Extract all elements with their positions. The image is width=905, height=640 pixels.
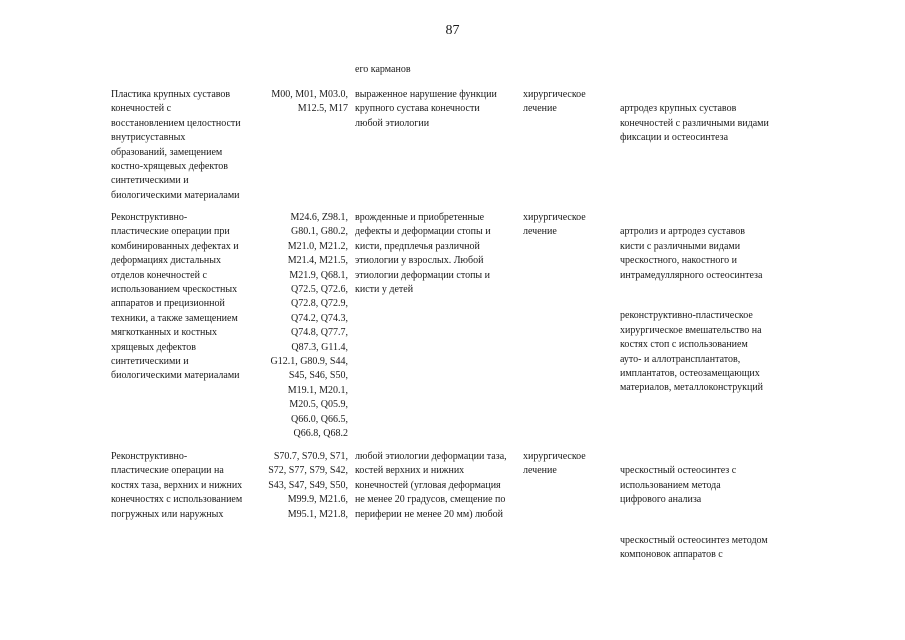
row-3-method-2: чрескостный остеосинтез методом компоновок аппаратов с xyxy=(620,535,768,561)
row-3-method-1: чрескостный остеосинтез с использованием метода цифрового анализа xyxy=(620,465,737,506)
continued-text: его карманов xyxy=(355,64,411,75)
row-3-treatment: хирургическое лечение xyxy=(523,451,586,477)
row-3-codes: S70.7, S70.9, S71, S72, S77, S79, S42, S43, S47, S49, S50, M99.9, M21.6, M95.1, M21.8, xyxy=(268,451,348,520)
row-1-methods xyxy=(620,88,792,160)
row-2-methods xyxy=(620,211,792,410)
row-1-treatment: хирургическое лечение xyxy=(523,89,586,115)
row-2-treatment: хирургическое лечение xyxy=(523,212,586,238)
row-1-method-1: артродез крупных суставов конечностей с различными видами фиксации и остеосинтеза xyxy=(620,103,769,144)
row-1-procedure: Пластика крупных суставов конечностей с восстановлением целостности внутрисуставных образований, замещением костно-хрящевых дефектов синтетическими и биологическими материалами xyxy=(111,89,241,201)
row-2-codes: M24.6, Z98.1, G80.1, G80.2, M21.0, M21.2, M21.4, M21.5, M21.9, Q68.1, Q72.5, Q72.6, Q72.8, Q72.9, Q74.2, Q74.3, Q74.8, Q77.7, Q87.3, G11.4, G12.1, G80.9, S44, S45, S46, S50, M19.1, M20.1, M20.5, Q05.9, Q66.0, Q66.5, Q66.8, Q68.2 xyxy=(270,212,348,440)
row-3-procedure: Реконструктивно- пластические операции на костях таза, верхних и нижних конечностях с использованием погружных или наружных xyxy=(111,451,243,520)
row-1-codes: M00, M01, M03.0, M12.5, M17 xyxy=(271,89,348,115)
row-2-method-1: артролиз и артродез суставов кисти с различными видами чрескостного, накостного и интрамедуллярного остеосинтеза xyxy=(620,226,763,281)
row-2-procedure: Реконструктивно- пластические операции при комбинированных дефектах и деформациях дистальных отделов конечностей с использованием чрескостных аппаратов и прецизионной техники, а также замещением мягкотканных и костных хрящевых дефектов синтетическими и биологическими материалами xyxy=(111,212,240,382)
row-1-condition: выраженное нарушение функции крупного сустава конечности любой этиологии xyxy=(355,89,497,129)
row-2-method-2: реконструктивно-пластическое хирургическое вмешательство на костях стоп с использованием ауто- и аллотрансплантатов, имплантатов, остеозамещающих материалов, металлоконструкций xyxy=(620,310,764,394)
page-number: 87 xyxy=(445,23,460,38)
row-3-condition: любой этиологии деформации таза, костей верхних и нижних конечностей (угловая деформация не менее 20 градусов, смещение по периферии не менее 20 мм) любой xyxy=(355,451,507,520)
row-3-methods xyxy=(620,450,792,577)
row-2-condition: врожденные и приобретенные дефекты и деформации стопы и кисти, предплечья различной этиологии у взрослых. Любой этиологии деформации стопы и кисти у детей xyxy=(355,212,491,296)
